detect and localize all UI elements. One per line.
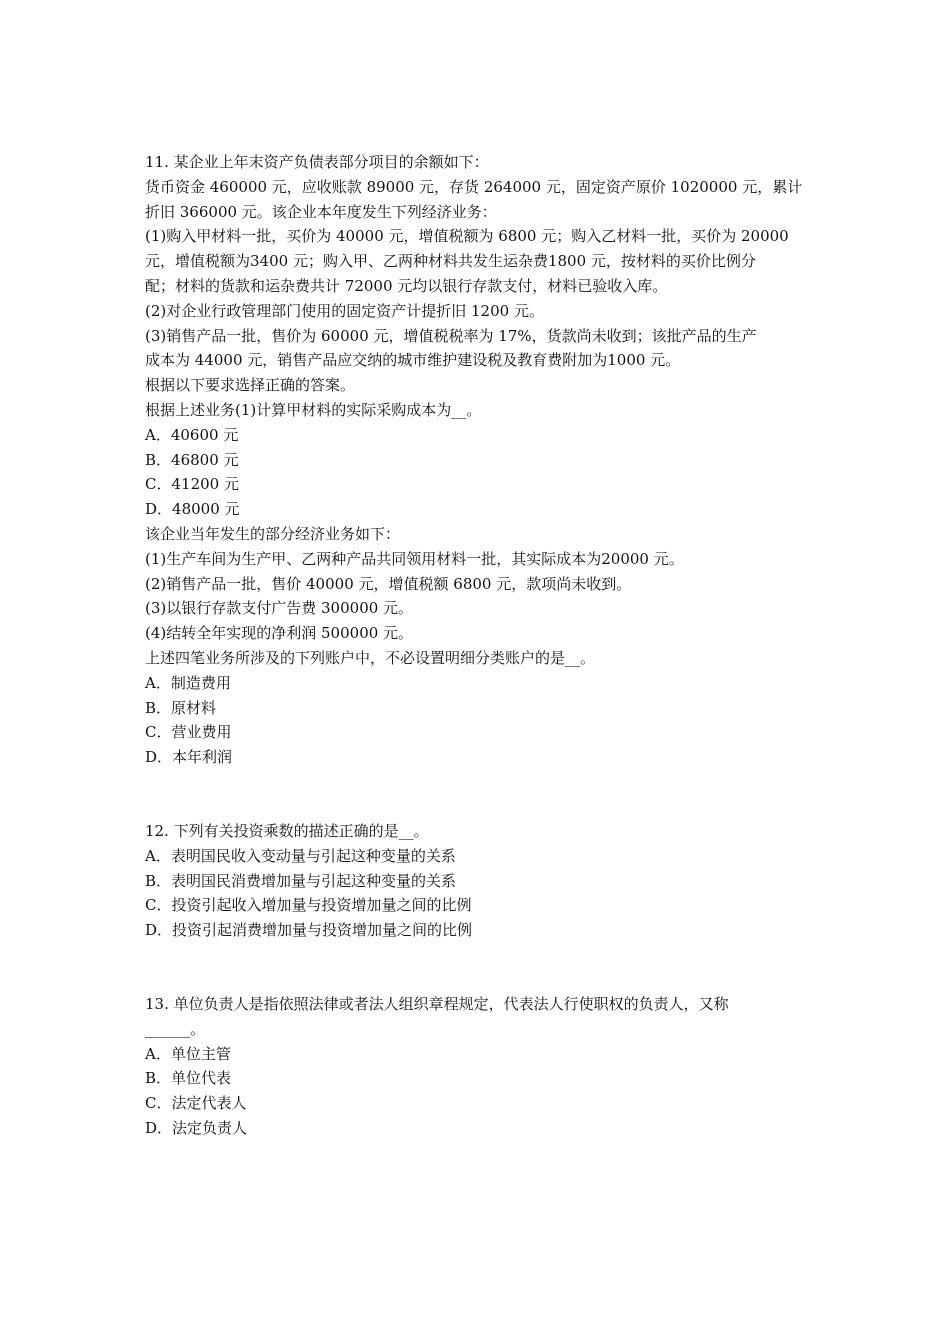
text-line: (3)销售产品一批，售价为 60000 元，增值税税率为 17%，货款尚未收到；该批产品的生产 (145, 326, 757, 345)
text-line: (2)对企业行政管理部门使用的固定资产计提折旧 1200 元。 (145, 301, 544, 320)
option-b: B．单位代表 (145, 1069, 232, 1088)
option-d: D．投资引起消费增加量与投资增加量之间的比例 (145, 921, 473, 940)
option-a: A．单位主管 (145, 1044, 231, 1063)
question-stem: 12. 下列有关投资乘数的描述正确的是__。 (145, 821, 429, 840)
option-c: C．营业费用 (145, 723, 232, 742)
option-c: C．投资引起收入增加量与投资增加量之间的比例 (145, 896, 472, 915)
text-line: 元，增值税额为3400 元；购入甲、乙两种材料共发生运杂费1800 元，按材料的买价比例分 (145, 252, 756, 271)
text-line: (1)购入甲材料一批，买价为 40000 元，增值税额为 6800 元；购入乙材料一批，买价为 20000 (145, 227, 789, 246)
option-d: D．48000 元 (145, 500, 240, 519)
question-stem: 11. 某企业上年末资产负债表部分项目的余额如下： (145, 153, 489, 171)
text-line: 成本为 44000 元，销售产品应交纳的城市维护建设税及教育费附加为1000 元。 (145, 351, 681, 370)
option-d: D．本年利润 (145, 748, 233, 767)
option-c: C．41200 元 (145, 475, 239, 494)
text-line: 该企业当年发生的部分经济业务如下： (145, 524, 401, 543)
text-line: (1)生产车间为生产甲、乙两种产品共同领用材料一批，其实际成本为20000 元。 (145, 549, 684, 568)
question-11 (145, 150, 810, 770)
text-line: (2)销售产品一批，售价 40000 元，增值税额 6800 元，款项尚未收到。 (145, 574, 632, 593)
option-c: C．法定代表人 (145, 1094, 247, 1113)
question-12 (145, 819, 810, 943)
document-page (145, 150, 810, 1141)
spacer (145, 943, 810, 992)
sub-question: 根据上述业务(1)计算甲材料的实际采购成本为__。 (145, 400, 482, 419)
option-b: B．表明国民消费增加量与引起这种变量的关系 (145, 871, 457, 890)
question-stem: 13. 单位负责人是指依照法律或者法人组织章程规定，代表法人行使职权的负责人，又称 (145, 994, 729, 1013)
option-b: B．46800 元 (145, 450, 239, 469)
text-line: ______。 (145, 1019, 206, 1038)
text-line: 货币资金 460000 元，应收账款 89000 元，存货 264000 元，固定资产原价 1020000 元，累计 (145, 177, 803, 196)
question-13 (145, 992, 810, 1141)
option-a: A．制造费用 (145, 673, 231, 692)
text-line: (4)结转全年实现的净利润 500000 元。 (145, 624, 414, 643)
option-d: D．法定负责人 (145, 1118, 248, 1137)
sub-question: 上述四笔业务所涉及的下列账户中，不必设置明细分类账户的是__。 (145, 648, 596, 667)
option-a: A．40600 元 (145, 425, 239, 444)
text-line: 根据以下要求选择正确的答案。 (145, 376, 356, 395)
text-line: (3)以银行存款支付广告费 300000 元。 (145, 599, 414, 618)
option-b: B．原材料 (145, 698, 217, 717)
text-line: 配；材料的货款和运杂费共计 72000 元均以银行存款支付，材料已验收入库。 (145, 276, 668, 295)
text-line: 折旧 366000 元。该企业本年度发生下列经济业务： (145, 202, 497, 221)
spacer (145, 770, 810, 819)
option-a: A．表明国民收入变动量与引起这种变量的关系 (145, 846, 456, 865)
